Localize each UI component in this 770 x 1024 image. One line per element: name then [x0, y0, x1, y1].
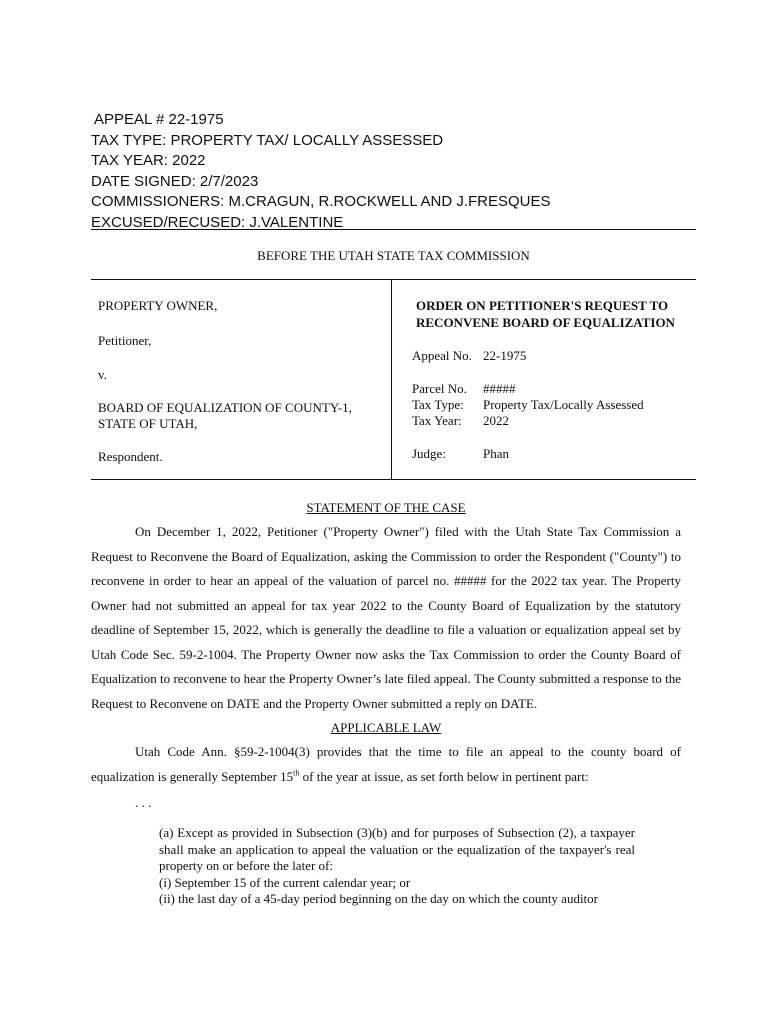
tax-year-label: Tax Year: — [412, 413, 462, 428]
law-text-before: Utah Code Ann. §59-2-1004(3) provides that the time to file an appeal to the county board of equalization is generally September 15 — [91, 744, 681, 784]
statement-paragraph: On December 1, 2022, Petitioner ("Property Owner") filed with the Utah State Tax Commission a Request to Reconvene the Board of Equalization, asking the Commission to order the Respondent ("County") to reconvene in order to hear an appeal of the valuation of parcel no. ##### for the 2022 tax year. The Property Owner had not submitted an appeal for tax year 2022 to the County Board of Equalization by the statutory deadline of September 15, 2022, which is generally the deadline to file a valuation or equalization appeal set by Utah Code Sec. 59-2-1004. The Property Owner now asks the Tax Commission to order the County Board of Equalization to reconvene to hear the Property Owner’s late filed appeal. The County submitted a response to the Request to Reconvene on DATE and the Property Owner submitted a reply on DATE. — [91, 524, 681, 711]
caption-respondent: Respondent. — [98, 449, 163, 464]
case-caption — [91, 279, 696, 480]
tax-year-row — [412, 413, 509, 430]
quote-subsection-a: (a) Except as provided in Subsection (3)(b) and for purposes of Subsection (2), a taxpayer shall make an application to appeal the valuation or the equalization of the taxpayer's real property on or before the later of: — [159, 825, 635, 874]
statute-quote — [159, 825, 635, 908]
caption-respondent-name-line2: STATE OF UTAH, — [98, 416, 198, 431]
tax-type-row — [412, 397, 644, 414]
caption-respondent-name-line1: BOARD OF EQUALIZATION OF COUNTY-1, — [98, 400, 352, 415]
header-tax-type: TAX TYPE: PROPERTY TAX/ LOCALLY ASSESSED — [91, 131, 444, 149]
appeal-number-label: Appeal No. — [412, 348, 472, 363]
judge-value: Phan — [483, 446, 509, 461]
document-header — [91, 110, 696, 234]
tax-type-value: Property Tax/Locally Assessed — [483, 397, 644, 412]
caption-divider — [391, 280, 392, 479]
header-divider — [91, 229, 696, 230]
header-tax-year: TAX YEAR: 2022 — [91, 152, 206, 170]
court-name: BEFORE THE UTAH STATE TAX COMMISSION — [257, 248, 530, 263]
statement-heading: STATEMENT OF THE CASE — [306, 500, 466, 515]
header-date-signed: DATE SIGNED: 2/7/2023 — [91, 172, 259, 190]
tax-year-value: 2022 — [483, 413, 509, 428]
order-title-line1: ORDER ON PETITIONER'S REQUEST TO — [416, 298, 669, 313]
caption-petitioner: Petitioner, — [98, 333, 152, 348]
document-body — [91, 496, 681, 908]
parcel-number-value: ##### — [483, 381, 516, 396]
quote-item-i: (i) September 15 of the current calendar year; or — [159, 874, 411, 890]
order-title-line2: RECONVENE BOARD OF EQUALIZATION — [416, 315, 675, 330]
law-text-after: of the year at issue, as set forth below in pertinent part: — [299, 768, 589, 784]
header-commissioners: COMMISSIONERS: M.CRAGUN, R.ROCKWELL AND J.FRESQUES — [91, 193, 551, 211]
law-superscript: th — [293, 768, 300, 778]
caption-versus: v. — [98, 367, 107, 382]
caption-property-owner: PROPERTY OWNER, — [98, 298, 218, 313]
judge-row — [412, 446, 509, 463]
applicable-law-heading: APPLICABLE LAW — [330, 720, 442, 735]
quote-ellipsis: . . . — [135, 795, 152, 810]
header-appeal-number: APPEAL # 22-1975 — [94, 111, 224, 128]
quote-item-ii: (ii) the last day of a 45-day period beginning on the day on which the county auditor — [159, 891, 598, 907]
appeal-number-row — [412, 348, 526, 365]
parcel-number-label: Parcel No. — [412, 381, 467, 396]
appeal-number-value: 22-1975 — [483, 348, 527, 363]
header-excused-recused: EXCUSED/RECUSED: J.VALENTINE — [91, 213, 344, 231]
parcel-number-row — [412, 381, 516, 398]
judge-label: Judge: — [412, 446, 446, 461]
applicable-law-paragraph — [91, 740, 681, 789]
tax-type-label: Tax Type: — [412, 397, 464, 412]
